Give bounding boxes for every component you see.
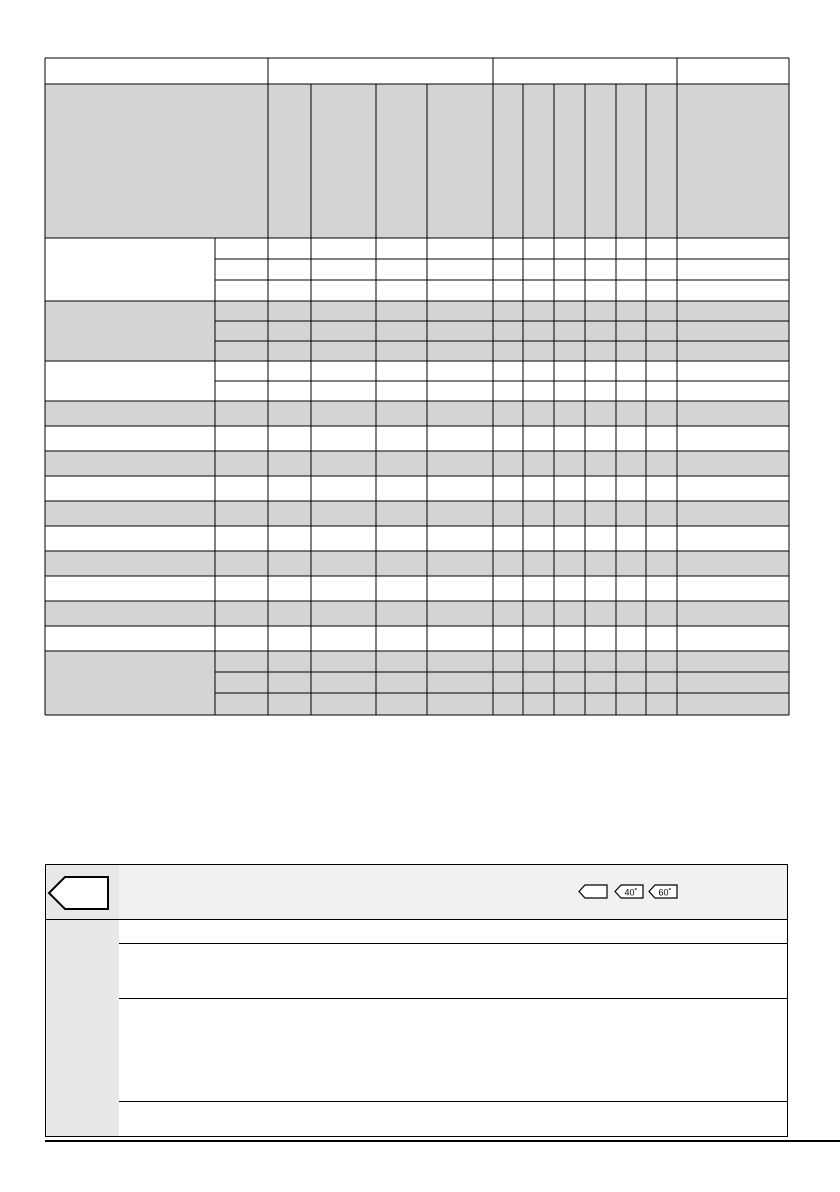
tag-40-label: 40˚ bbox=[624, 887, 638, 898]
info-row-divider bbox=[46, 919, 787, 920]
tag-40-icon bbox=[614, 884, 644, 900]
tag-large-icon bbox=[47, 873, 111, 913]
tag-60-label: 60˚ bbox=[658, 887, 672, 898]
info-row-divider bbox=[119, 943, 787, 944]
tag-icon bbox=[578, 884, 608, 900]
page-bottom-rule bbox=[45, 1140, 840, 1142]
tag-60-icon bbox=[648, 884, 678, 900]
information-box bbox=[45, 864, 788, 1137]
info-row-divider bbox=[119, 1101, 787, 1102]
info-row-divider bbox=[119, 998, 787, 999]
